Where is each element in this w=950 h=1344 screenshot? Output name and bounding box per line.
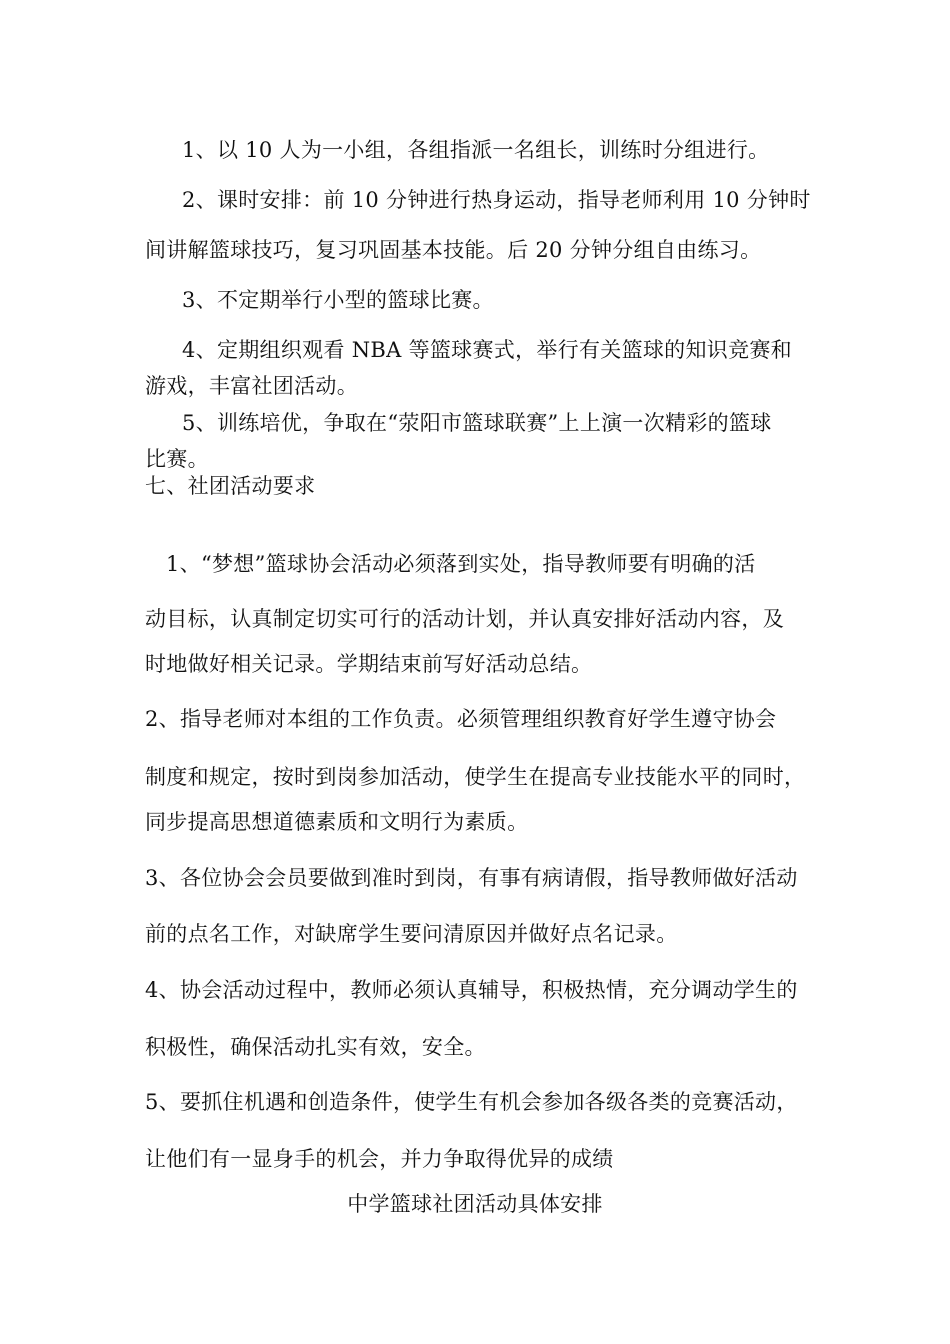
activity-line-5: 4、定期组织观看 NBA 等篮球赛式，举行有关篮球的知识竞赛和 bbox=[182, 338, 792, 362]
requirement-line-4: 2、指导老师对本组的工作负责。必须管理组织教育好学生遵守协会 bbox=[145, 707, 777, 731]
activity-line-8: 比赛。 bbox=[145, 447, 209, 471]
requirement-line-3: 时地做好相关记录。学期结束前写好活动总结。 bbox=[145, 652, 593, 676]
requirement-line-9: 4、协会活动过程中，教师必须认真辅导，积极热情，充分调动学生的 bbox=[145, 978, 798, 1002]
requirement-line-5: 制度和规定，按时到岗参加活动，使学生在提高专业技能水平的同时， bbox=[145, 765, 806, 789]
requirement-line-1: 1、“梦想”篮球协会活动必须落到实处，指导教师要有明确的活 bbox=[166, 552, 756, 576]
activity-line-7: 5、训练培优，争取在“荥阳市篮球联赛”上上演一次精彩的篮球 bbox=[182, 411, 772, 435]
activity-line-1: 1、以 10 人为一小组，各组指派一名组长，训练时分组进行。 bbox=[182, 138, 770, 162]
section-heading: 七、社团活动要求 bbox=[145, 474, 316, 498]
activity-line-2: 2、课时安排：前 10 分钟进行热身运动，指导老师利用 10 分钟时 bbox=[182, 188, 811, 212]
activity-line-6: 游戏，丰富社团活动。 bbox=[145, 374, 358, 398]
requirement-line-11: 5、要抓住机遇和创造条件，使学生有机会参加各级各类的竞赛活动， bbox=[145, 1090, 798, 1114]
requirement-line-8: 前的点名工作，对缺席学生要问清原因并做好点名记录。 bbox=[145, 922, 678, 946]
requirement-line-10: 积极性，确保活动扎实有效，安全。 bbox=[145, 1035, 486, 1059]
requirement-line-6: 同步提高思想道德素质和文明行为素质。 bbox=[145, 810, 529, 834]
requirement-line-7: 3、各位协会会员要做到准时到岗，有事有病请假，指导教师做好活动 bbox=[145, 866, 798, 890]
activity-line-4: 3、不定期举行小型的篮球比赛。 bbox=[182, 288, 494, 312]
requirement-line-12: 让他们有一显身手的机会，并力争取得优异的成绩 bbox=[145, 1147, 614, 1171]
activity-line-3: 间讲解篮球技巧，复习巩固基本技能。后 20 分钟分组自由练习。 bbox=[145, 238, 762, 262]
footer-title: 中学篮球社团活动具体安排 bbox=[347, 1192, 603, 1216]
requirement-line-2: 动目标，认真制定切实可行的活动计划，并认真安排好活动内容，及 bbox=[145, 607, 784, 631]
